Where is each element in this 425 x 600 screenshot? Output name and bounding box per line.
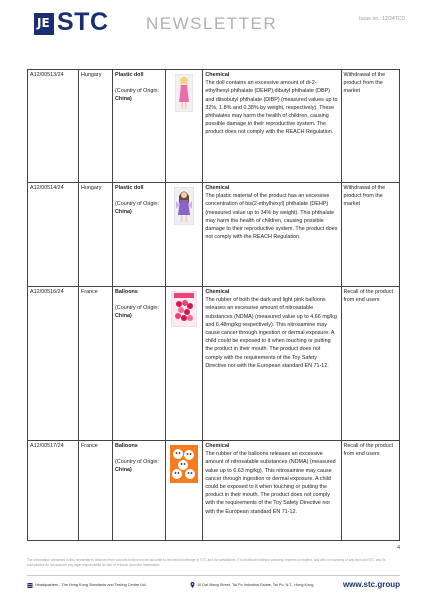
logo-mark-text: JE bbox=[37, 16, 50, 30]
row-image bbox=[166, 183, 203, 287]
row-measure: Withdrawal of the product from the market bbox=[341, 70, 400, 183]
halloween-balloons-icon bbox=[170, 445, 198, 483]
risk-text: The doll contains an excessive amount of di-2-ethylhexyl phthalate (DEHP),dibutyl phthalate (DBP) and diisobutyl phthalate (DIBP) (measured values up to 32%, 1.8% and 0.38% by weight, respectively). These phthalates may harm the health of children, causing possible damage to their reproductive system. The product does not comply with the REACH Regulation. bbox=[205, 80, 338, 136]
risk-title: Chemical bbox=[205, 289, 230, 295]
row-measure: Withdrawal of the product from the market bbox=[341, 183, 400, 287]
page-header bbox=[0, 0, 425, 60]
row-id: A12/00513/24 bbox=[28, 70, 79, 183]
risk-title: Chemical bbox=[205, 72, 230, 78]
recall-table bbox=[27, 69, 400, 541]
page-footer bbox=[27, 580, 400, 592]
row-id: A12/00516/24 bbox=[28, 287, 79, 441]
row-country: Hungary bbox=[79, 70, 113, 183]
building-icon bbox=[27, 582, 33, 588]
product-name: Plastic doll bbox=[115, 72, 144, 78]
origin-label: (Country of Origin: bbox=[115, 305, 160, 312]
doll-icon bbox=[175, 74, 193, 112]
issue-number: Issue no.: 12/24TCD bbox=[359, 16, 405, 22]
product-name: Balloons bbox=[115, 289, 138, 295]
row-image bbox=[166, 287, 203, 441]
risk-title: Chemical bbox=[205, 185, 230, 191]
doll-icon bbox=[174, 187, 194, 225]
address-text: 10 Dai Wang Street, Tai Po Industrial Estate, Tai Po, N.T., Hong Kong bbox=[197, 583, 314, 587]
stc-logo-mark bbox=[34, 13, 54, 35]
row-image bbox=[166, 441, 203, 541]
row-product bbox=[113, 70, 166, 183]
balloons-icon bbox=[171, 291, 197, 327]
row-country: France bbox=[79, 287, 113, 441]
risk-text: The rubber of the balloons releases an excessive amount of nitrosatable substances (NDMA) (measured value up to 6.63 mg/kg). This nitrosamine may cause cancer through ingestion or dermal exposure. A child could be exposed to it when touching or putting the product in their mouth. The product does not comply with the requirements of the Toy Safety Directive nor with the European standard EN 71-12. bbox=[205, 451, 336, 515]
product-name: Balloons bbox=[115, 443, 138, 449]
row-product bbox=[113, 183, 166, 287]
product-name: Plastic doll bbox=[115, 185, 144, 191]
footer-divider bbox=[27, 575, 400, 576]
disclaimer-note: The information contained in this newsletter is obtained from sources believed to be accurate to the best knowledge of STC and its subsidiaries. It is distributed without warranty, express or implied, and with no warranty of any kind and STC and its subsidiaries do not assume any legal responsibility for use or reliance upon the information. bbox=[27, 558, 386, 567]
page-number: 4 bbox=[396, 545, 400, 551]
row-measure: Recall of the product from end users bbox=[341, 441, 400, 541]
origin-value: China) bbox=[115, 96, 132, 103]
row-risk bbox=[203, 183, 341, 287]
row-country: France bbox=[79, 441, 113, 541]
risk-text: The rubber of both the dark and light pink balloons releases an excessive amount of nitrosatable substances (NDMA) (measured value up to 4.66 mg/kg and 6.48mg/kg respectively). This nitrosamine may cause cancer through ingestion or dermal exposure. A child could be exposed to it when touching or putting the product in their mouth. The product does not comply with the requirements of the Toy Safety Directive nor with the European standard EN 71-12. bbox=[205, 297, 337, 369]
table-row bbox=[28, 441, 400, 541]
row-id: A12/00517/24 bbox=[28, 441, 79, 541]
risk-title: Chemical bbox=[205, 443, 230, 449]
row-risk bbox=[203, 70, 341, 183]
website-link[interactable]: www.stc.group bbox=[342, 580, 400, 589]
stc-logo-text: STC bbox=[57, 8, 109, 36]
row-country: Hungary bbox=[79, 183, 113, 287]
origin-label: (Country of Origin: bbox=[115, 201, 160, 208]
risk-text: The plastic material of the product has an excessive concentration of bis(2-ethylhexyl) phthalate (DEHP) (measured value up to 34% by weight). This phthalate may harm the health of children, causing possible damage to their reproductive system. The product does not comply with the REACH Regulation. bbox=[205, 193, 338, 241]
row-image bbox=[166, 70, 203, 183]
row-product bbox=[113, 441, 166, 541]
row-measure: Recall of the product from end users bbox=[341, 287, 400, 441]
newsletter-title: NEWSLETTER bbox=[146, 14, 278, 33]
row-risk bbox=[203, 287, 341, 441]
origin-label: (Country of Origin: bbox=[115, 459, 160, 466]
table-row bbox=[28, 183, 400, 287]
table-row bbox=[28, 70, 400, 183]
headquarters-text: Headquarters - The Hong Kong Standards and Testing Centre Ltd. bbox=[35, 583, 147, 587]
row-product bbox=[113, 287, 166, 441]
row-id: A12/00514/24 bbox=[28, 183, 79, 287]
origin-value: China) bbox=[115, 313, 132, 320]
origin-label: (Country of Origin: bbox=[115, 88, 160, 95]
table-row bbox=[28, 287, 400, 441]
row-risk bbox=[203, 441, 341, 541]
location-pin-icon bbox=[190, 582, 195, 588]
origin-value: China) bbox=[115, 467, 132, 474]
origin-value: China) bbox=[115, 209, 132, 216]
